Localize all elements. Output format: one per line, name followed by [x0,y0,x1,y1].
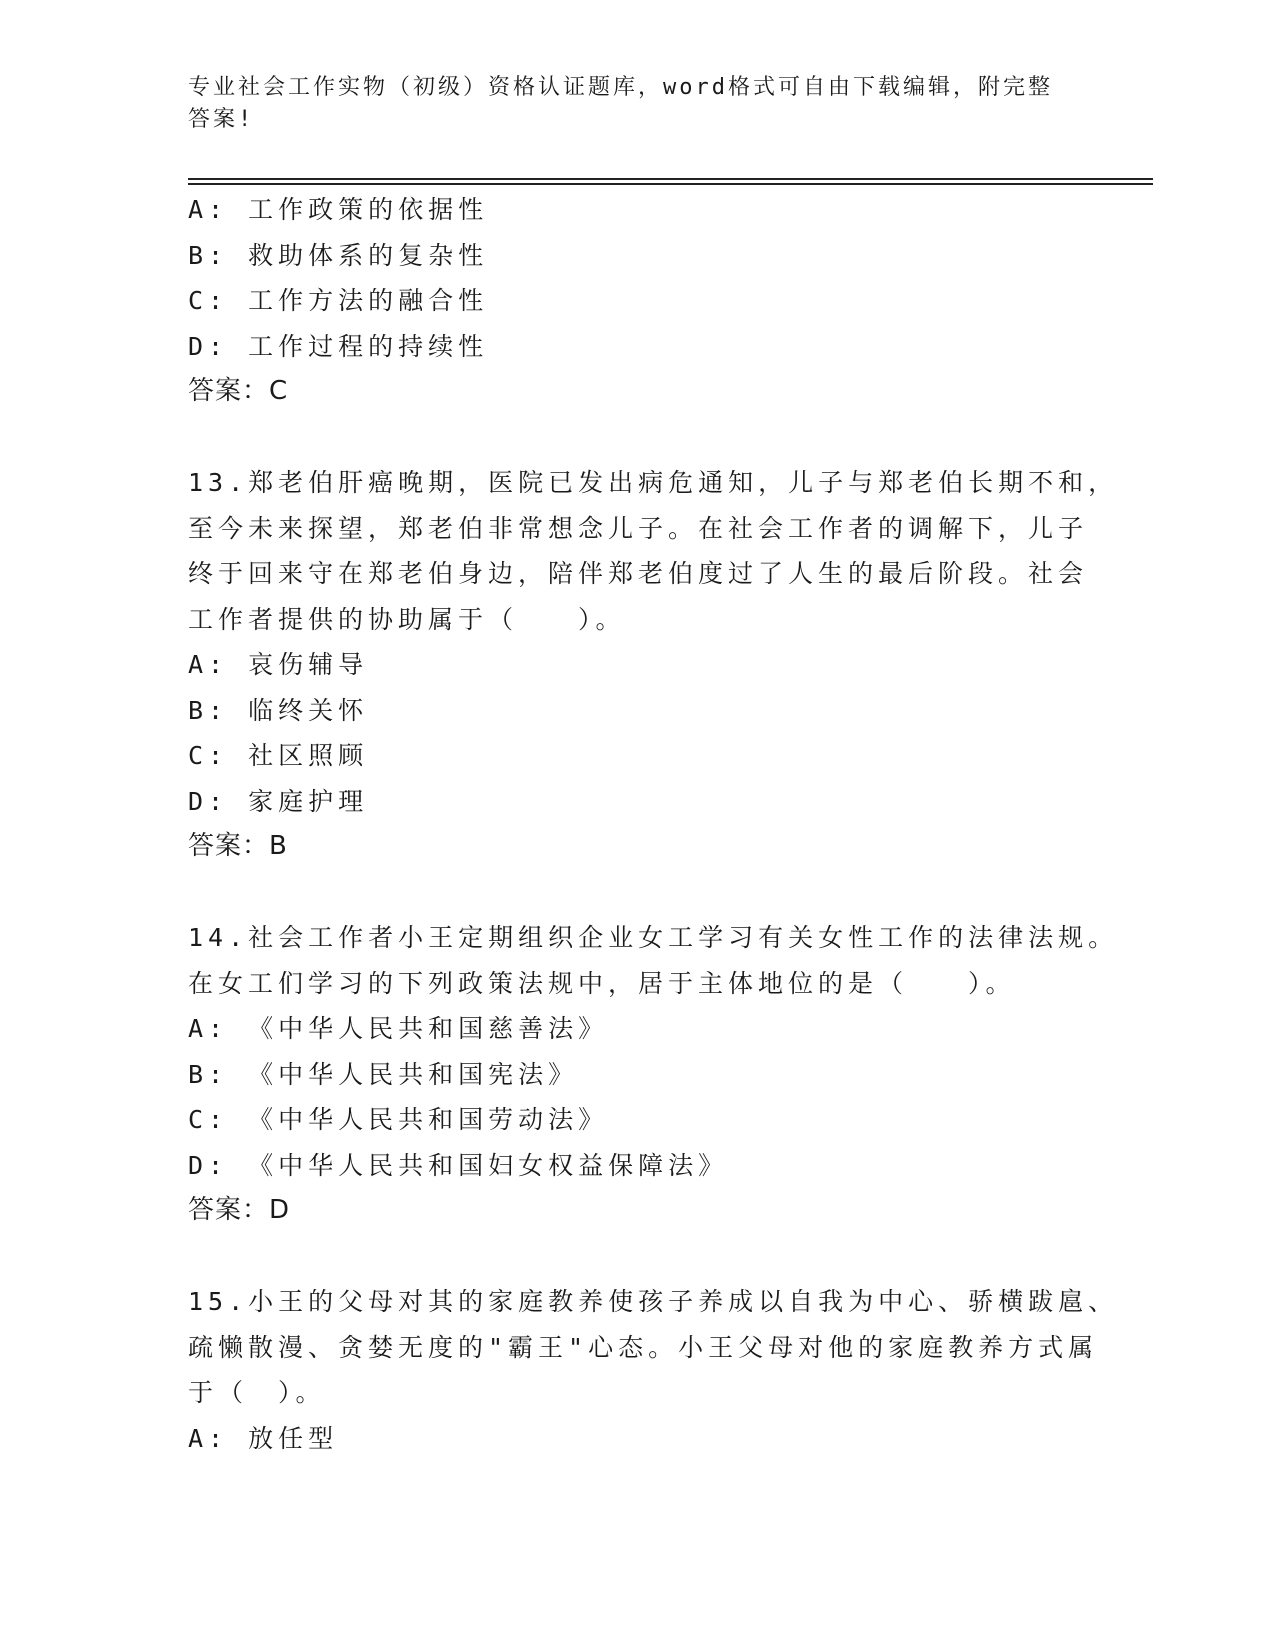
question-stem-line: 疏懒散漫、贪婪无度的"霸王"心态。小王父母对他的家庭教养方式属 [188,1332,1099,1362]
page-header: 专业社会工作实物（初级）资格认证题库，word格式可自由下载编辑，附完整答案! [188,75,1053,132]
answer-line: 答案：B [188,831,288,861]
option-c: C: 工作方法的融合性 [188,286,489,315]
question-12 [188,187,1068,415]
option-d: D: 工作过程的持续性 [188,331,489,361]
question-stem-line: 在女工们学习的下列政策法规中，居于主体地位的是（ ）。 [188,968,1016,998]
question-stem-line: 工作者提供的协助属于（ ）。 [188,604,626,634]
question-stem-line: 13.郑老伯肝癌晚期，医院已发出病危通知，儿子与郑老伯长期不和， [188,468,1119,497]
option-a: A: 放任型 [188,1423,339,1453]
header-divider-top [188,178,1153,180]
question-stem-line: 至今未来探望，郑老伯非常想念儿子。在社会工作者的调解下，儿子 [188,513,1089,543]
option-a: A: 哀伤辅导 [188,650,369,679]
question-15 [188,1279,1119,1461]
option-b: B: 《中华人民共和国宪法》 [188,1059,579,1089]
question-14 [188,915,1119,1234]
question-13 [188,460,1119,870]
answer-line: 答案：C [188,376,289,406]
option-b: B: 救助体系的复杂性 [188,240,489,270]
option-b: B: 临终关怀 [188,695,369,725]
question-stem-line: 15.小王的父母对其的家庭教养使孩子养成以自我为中心、骄横跋扈、 [188,1287,1119,1316]
question-content [188,187,1119,1461]
question-stem-line: 终于回来守在郑老伯身边，陪伴郑老伯度过了人生的最后阶段。社会 [188,559,1089,588]
option-a: A: 《中华人民共和国慈善法》 [188,1014,609,1043]
spacer [188,870,1068,916]
question-stem-line: 于（ ）。 [188,1378,326,1407]
option-a: A: 工作政策的依据性 [188,195,489,224]
header-divider-bottom [188,183,1153,185]
option-c: C: 《中华人民共和国劳动法》 [188,1105,609,1134]
spacer [188,1234,1068,1280]
spacer [188,415,1068,461]
option-d: D: 《中华人民共和国妇女权益保障法》 [188,1150,729,1180]
answer-line: 答案：D [188,1195,291,1225]
option-d: D: 家庭护理 [188,786,369,816]
option-c: C: 社区照顾 [188,741,369,770]
question-stem-line: 14.社会工作者小王定期组织企业女工学习有关女性工作的法律法规。 [188,923,1119,952]
